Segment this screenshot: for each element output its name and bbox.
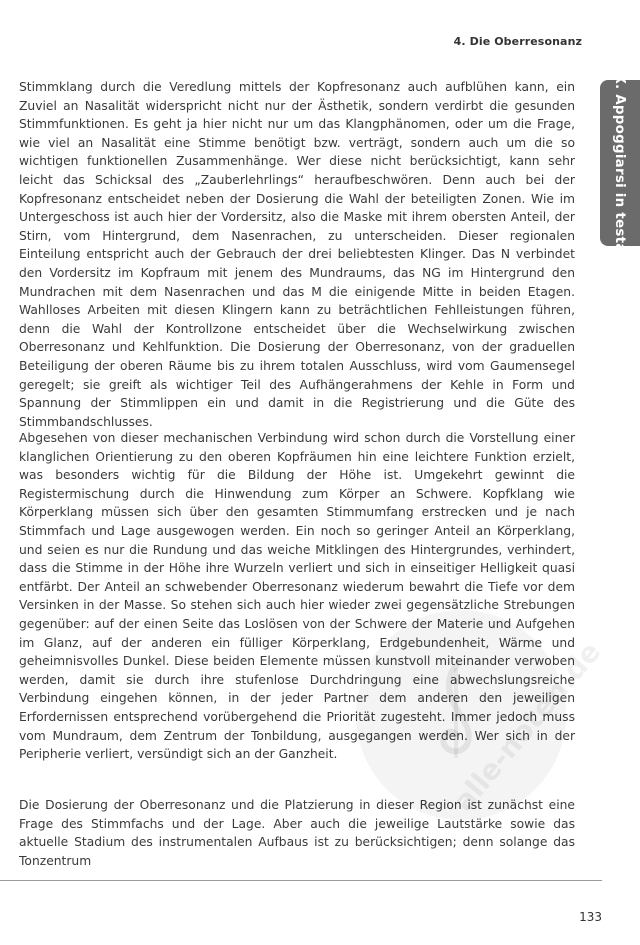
paragraph-text: Stimmklang durch die Veredlung mittels der Kopfresonanz auch aufblühen kann, ein Zuviel an Nasalität widerspricht nicht nur der Ästhetik, sondern verdirbt die gesunden Stimmfunktionen. Es geht ja hier nicht nur um das Klangphänomen, oder um die Frage, wie viel an Nasalität eine Stimme benötigt bzw. verträgt, sondern auch um die so wichtigen funktionellen Zusammenhänge. Wer diese nicht berücksichtigt, kann sehr leicht das Schicksal des „Zauberlehrlings“ heraufbeschwören. Denn auch bei der Kopfresonanz entscheidet neben der Dosierung die Wahl der beteiligten Zonen. Wie im Untergeschoss ist auch hier der Vordersitz, also die Maske mit ihrem obersten Anteil, der Stirn, vom Hintergrund, dem Nasenrachen, zu unterscheiden. Dieser regionalen Einteilung entspricht auch der Gebrauch der drei beliebtesten Klinger. Das N verbindet den Vordersitz im Kopfraum mit jenem des Mundraums, das NG im Hintergrund den Mundrachen mit dem Nasenrachen und das M die einigende Mitte in beiden Etagen. Wahlloses Arbeiten mit diesen Klingern kann zu beträchtlichen Fehlleistungen führen, denn die Wahl der Kontrollzone entscheidet über die Wechselwirkung zwischen Oberresonanz und Kehlfunktion. Die Dosierung der Oberresonanz, von der graduellen Beteiligung der oberen Räume bis zu ihrem totalen Ausschluss, wird vom Gaumensegel geregelt; sie greift als wichtiger Teil des Aufhängerahmens der Kehle in Form und Spannung der Stimmlippen ein und damit in die Registrierung und die Güte des Stimmbandschlusses. (19, 80, 575, 429)
body-paragraph-1 (19, 78, 575, 431)
paragraph-text: Abgesehen von dieser mechanischen Verbindung wird schon durch die Vorstellung einer klanglichen Orientierung zu den oberen Kopfräumen hin eine leichtere Funktion erzielt, was besonders wichtig für die Bildung der Höhe ist. Umgekehrt gewinnt die Registermischung durch die Hinwendung zum Körper an Schwere. Kopfklang wie Körperklang müssen sich über den gesamten Stimmumfang erstrecken und je nach Stimmfach und Lage ausgewogen werden. Ein noch so geringer Anteil an Körperklang, und seien es nur die Rundung und das weiche Mitklingen des Hintergrundes, verhindert, dass die Stimme in der Höhe ihre Wurzeln verliert und sich in einseitiger Helligkeit quasi entfärbt. Der Anteil an schwebender Oberresonanz wiederum bewahrt die Tiefe vor dem Versinken in der Masse. So stehen sich auch hier wieder zwei gegensätzliche Strebungen gegenüber: auf der einen Seite das Loslösen von der Schwere der Materie und Aufgehen im Glanz, auf der anderen ein fülliger Körperklang, Erdgebundenheit, Wärme und geheimnisvolles Dunkel. Diese beiden Elemente müssen kunstvoll miteinander verwoben werden, damit sie durch ihre stufenlose Durchdringung eine abwechslungsreiche Verbindung eingehen können, in der jeder Partner dem anderen den jeweiligen Erfordernissen entsprechend vorübergehend die Priorität zugesteht. Immer jedoch muss vom Mundraum, dem Zentrum der Tonbildung, ausgegangen werden. Wer sich in der Peripherie verliert, versündigt sich an der Ganzheit. (19, 431, 575, 762)
page-number: 133 (579, 910, 602, 924)
chapter-side-tab (600, 73, 640, 253)
running-header: 4. Die Oberresonanz (453, 35, 582, 48)
watermark (356, 610, 608, 820)
footer-divider (0, 880, 602, 881)
treble-clef-watermark-icon (418, 658, 492, 762)
watermark-text: alle-noten.de (446, 635, 608, 818)
paragraph-text: Die Dosierung der Oberresonanz und die Platzierung in dieser Region ist zunächst eine Frage des Stimmfachs und der Lage. Aber auch die jeweilige Lautstärke sowie das aktuelle Stadium des instrumentalen Aufbaus ist zu berücksichtigen; denn solange das Tonzentrum (19, 798, 575, 868)
chapter-tab-label: X. Appoggiarsi in testa (612, 73, 628, 253)
